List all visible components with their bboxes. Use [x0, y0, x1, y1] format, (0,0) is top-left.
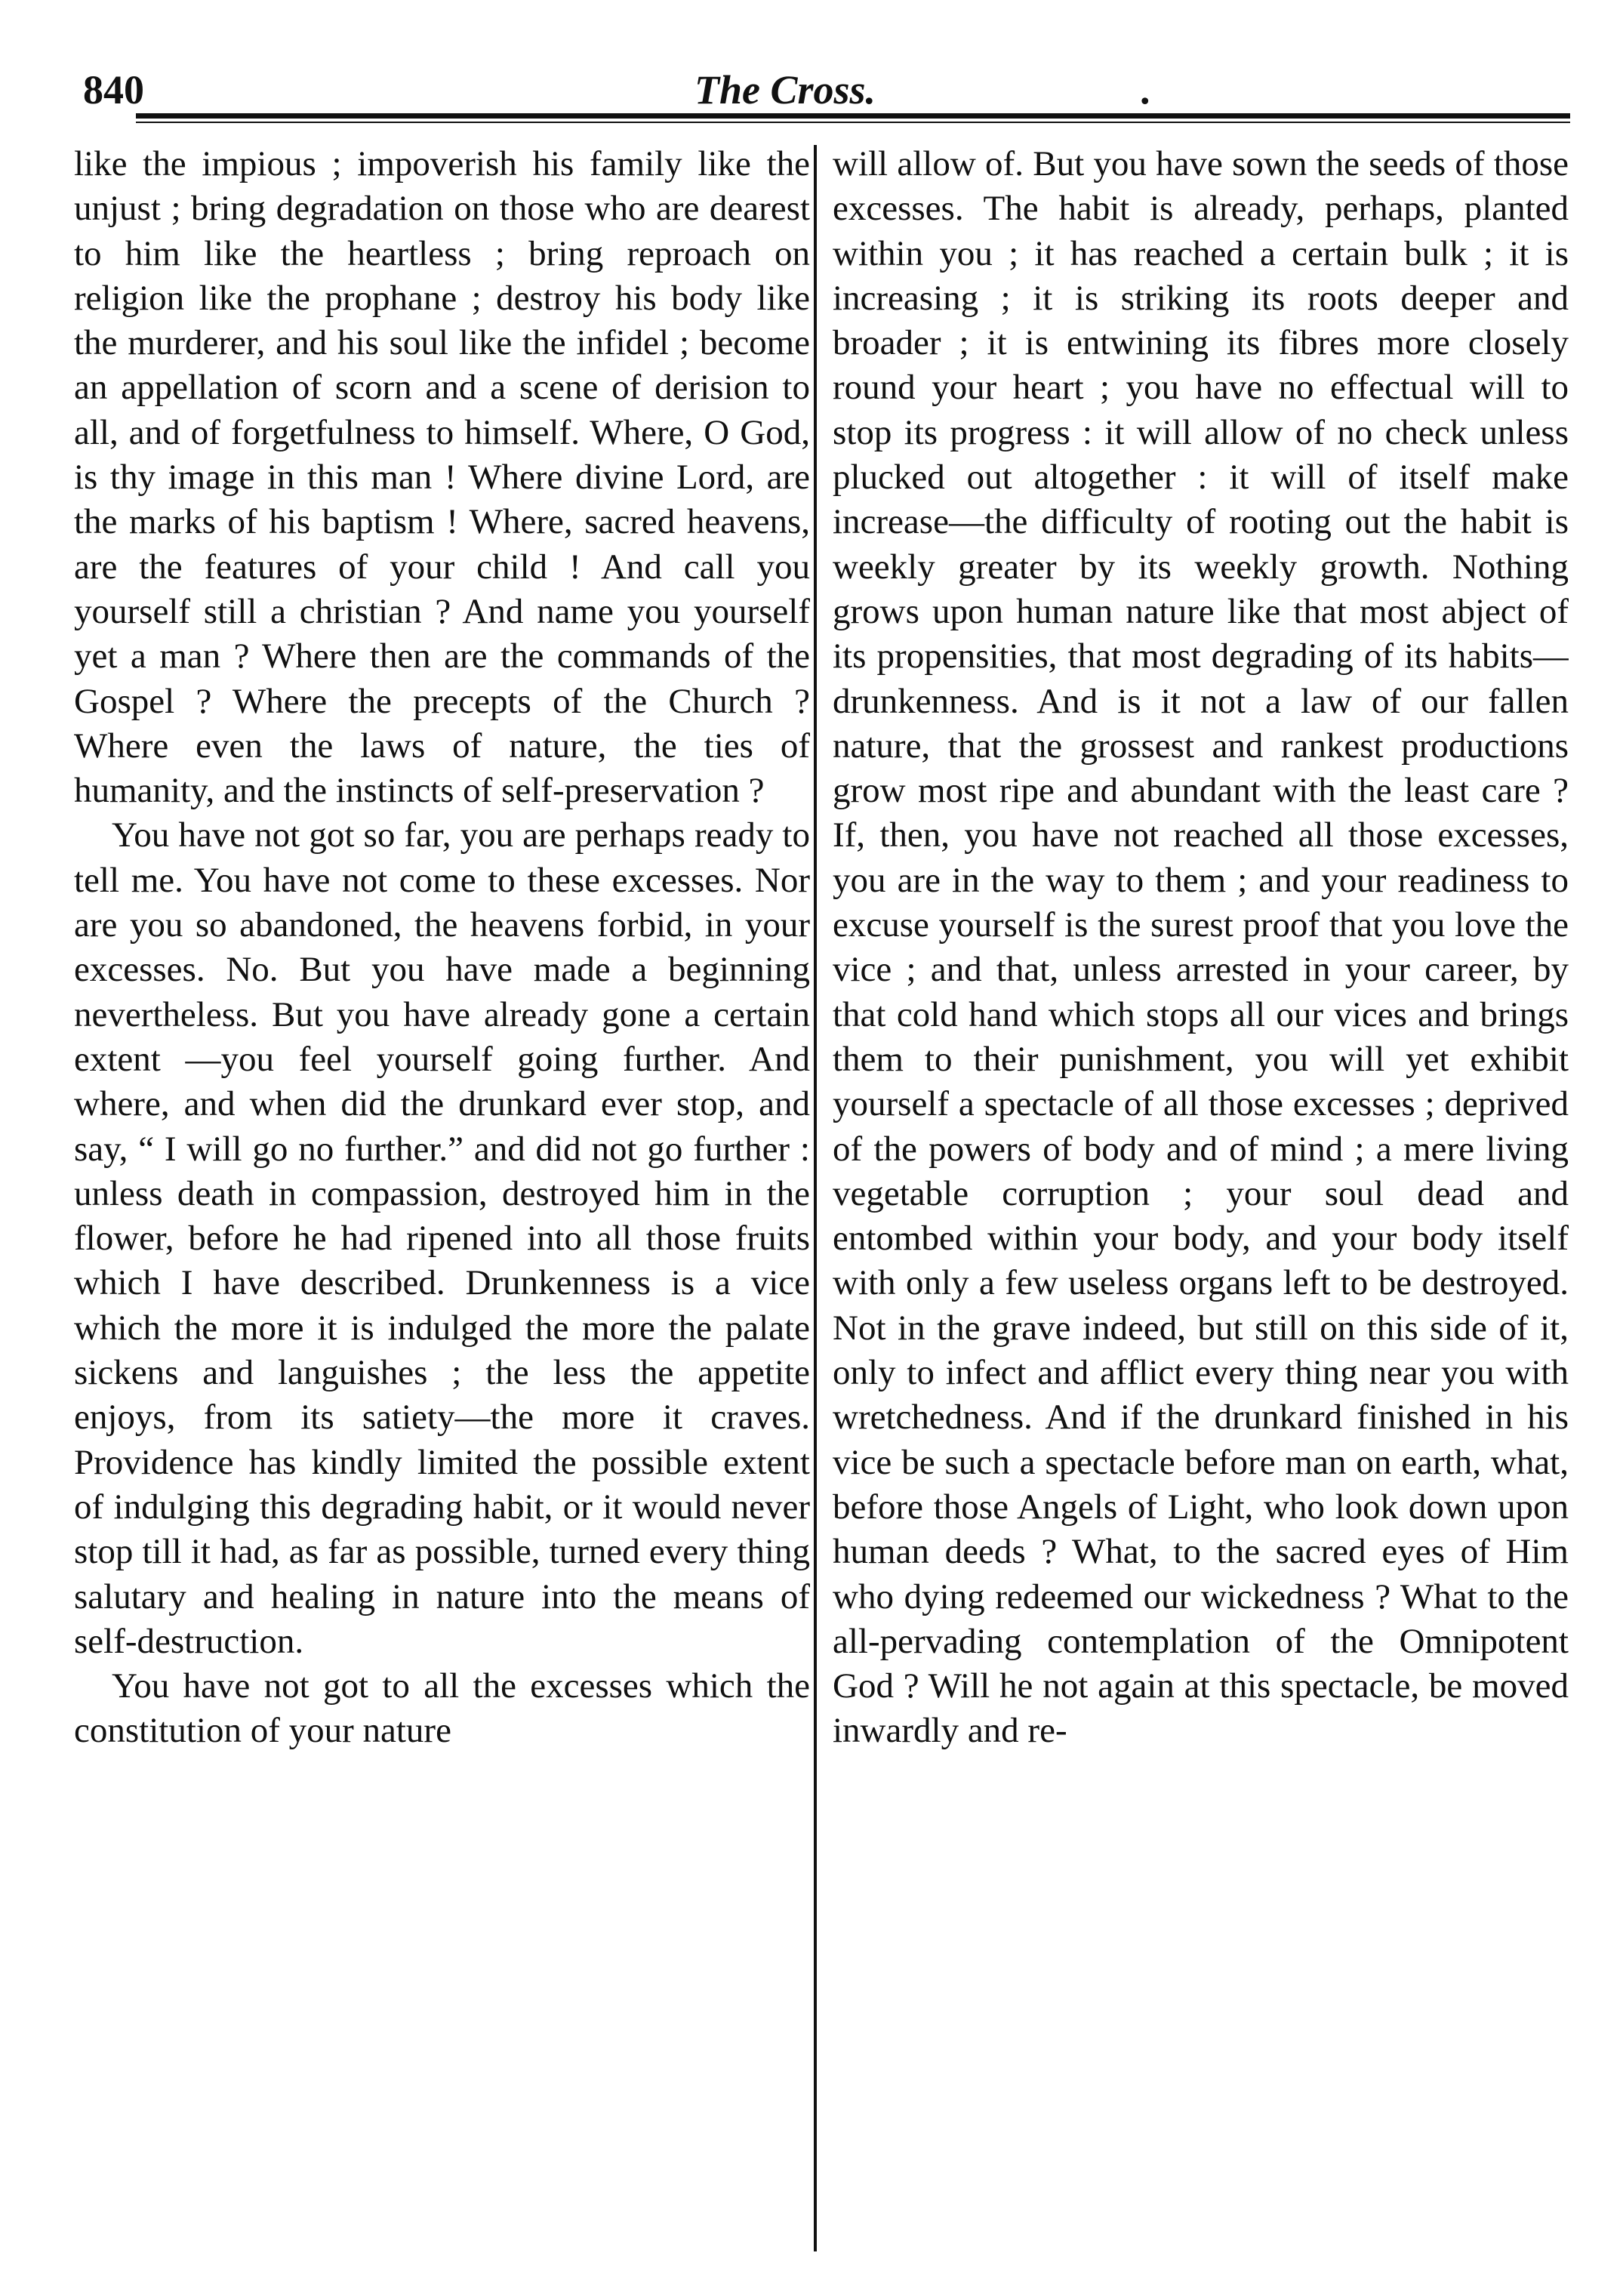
header-mark: . [1140, 67, 1150, 112]
page-number: 840 [83, 67, 144, 112]
running-title: The Cross. [694, 67, 876, 112]
paragraph: like the impious ; impoverish his family like the unjust ; bring degradation on those who are dearest to him like the heartless ; bring reproach on religion like the prophane ; destroy his body like the murderer, and his soul like the infidel ; become an appellation of scorn and a scene of derision to all, and of forgetfulness to himself. Where, O God, is thy image in this man ! Where divine Lord, are the marks of his baptism ! Where, sacred heavens, are the features of your child ! And call you yourself still a christian ? And name you yourself yet a man ? Where then are the commands of the Gospel ? Where the precepts of the Church ? Where even the laws of nature, the ties of humanity, and the instincts of self-preservation ? [74, 144, 810, 811]
paragraph: You have not got to all the excesses which the constitution of your nature [74, 1666, 810, 1751]
paragraph: You have not got so far, you are perhaps ready to tell me. You have not come to these excesses. Nor are you so abandoned, the heavens forbid, in your excesses. No. But you have made a beginning nevertheless. But you have already gone a certain extent —you feel yourself going further. And where, and when did the drunkard ever stop, and say, “ I will go no further.” and did not go further : unless death in compassion, destroyed him in the flower, before he had ripened into all those fruits which I have described. Drunkenness is a vice which the more it is indulged the more the palate sickens and languishes ; the less the appetite enjoys, from its satiety—the more it craves. Providence has kindly limited the possible extent of indulging this degrading habit, or it would never stop till it had, as far as possible, turned every thing salutary and healing in nature into the means of self-destruction. [74, 815, 810, 1661]
left-column [74, 142, 810, 2264]
header-rule [136, 113, 1570, 123]
column-rule [814, 145, 817, 2251]
paragraph: will allow of. But you have sown the seeds of those excesses. The habit is already, perhaps, planted within you ; it has reached a certain bulk ; it is increasing ; it is striking its roots deeper and broader ; it is entwining its fibres more closely round your heart ; you have no effectual will to stop its progress : it will allow of no check unless plucked out altogether : it will of itself make increase—the difficulty of rooting out the habit is weekly greater by its weekly growth. Nothing grows upon human nature like that most abject of its propensities, that most degrading of its habits—drunkenness. And is it not a law of our fallen nature, that the grossest and rankest productions grow most ripe and abundant with the least care ? If, then, you have not reached all those excesses, you are in the way to them ; and your readiness to excuse yourself is the surest proof that you love the vice ; and that, unless arrested in your career, by that cold hand which stops all our vices and brings them to their punishment, you will yet exhibit yourself a spectacle of all those excesses ; deprived of the powers of body and of mind ; a mere living vegetable corruption ; your soul dead and entombed within your body, and your body itself with only a few useless organs left to be destroyed. Not in the grave indeed, but still on this side of it, only to infect and afflict every thing near you with wretchedness. And if the drunkard finished in his vice be such a spectacle before man on earth, what, before those Angels of Light, who look down upon human deeds ? What, to the sacred eyes of Him who dying redeemed our wickedness ? What to the all-pervading contemplation of the Omnipotent God ? Will he not again at this spectacle, be moved inwardly and re- [833, 144, 1569, 1751]
right-column [833, 142, 1569, 2264]
